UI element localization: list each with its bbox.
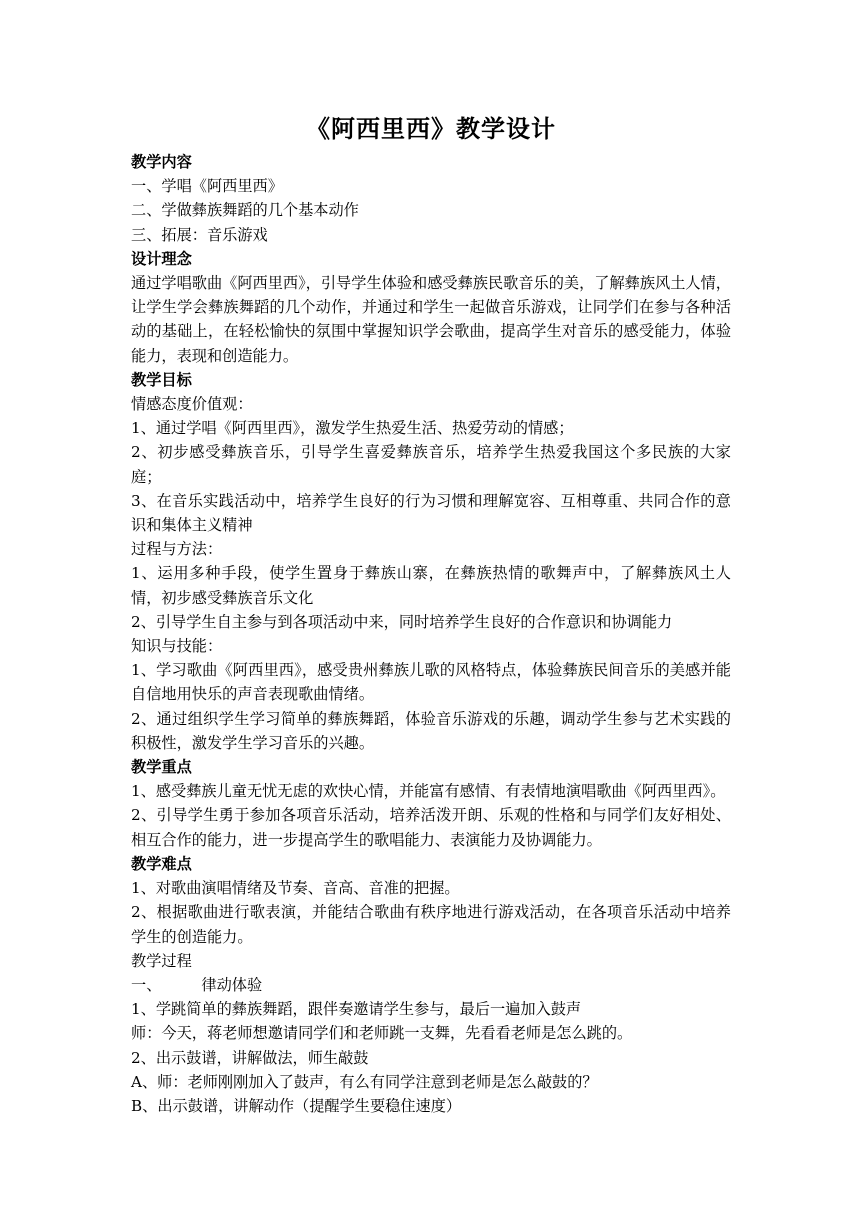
process-item: 2、引导学生自主参与到各项活动中来，同时培养学生良好的合作意识和协调能力 — [131, 612, 673, 631]
section-heading-process: 教学过程 — [131, 951, 192, 970]
knowledge-item: 2、通过组织学生学习简单的彝族舞蹈，体验音乐游戏的乐趣，调动学生参与艺术实践的积极性，激发学生学习音乐的兴趣。 — [131, 709, 731, 752]
key-point-item: 1、感受彝族儿童无忧无虑的欢快心情，并能富有感情、有表情地演唱歌曲《阿西里西》。 — [131, 782, 726, 801]
section-heading-key-points: 教学重点 — [131, 758, 192, 777]
content-item: 二、学做彝族舞蹈的几个基本动作 — [131, 201, 359, 220]
process-line: A、师：老师刚刚加入了鼓声，有么有同学注意到老师是怎么敲鼓的？ — [131, 1072, 598, 1091]
process-line: 2、出示鼓谱，讲解做法，师生敲鼓 — [131, 1048, 369, 1067]
emotion-item: 2、初步感受彝族音乐，引导学生喜爱彝族音乐，培养学生热爱我国这个多民族的大家庭； — [131, 443, 731, 486]
knowledge-item: 1、学习歌曲《阿西里西》，感受贵州彝族儿歌的风格特点，体验彝族民间音乐的美感并能自信地用快乐的声音表现歌曲情绪。 — [131, 661, 731, 704]
content-item: 三、拓展：音乐游戏 — [131, 225, 268, 244]
process-step-title: 律动体验 — [201, 975, 263, 994]
knowledge-label: 知识与技能： — [131, 637, 223, 656]
process-line: 1、学跳简单的彝族舞蹈，跟伴奏邀请学生参与，最后一遍加入鼓声 — [131, 1000, 582, 1019]
process-step-heading — [131, 973, 731, 997]
document-page — [131, 112, 731, 1118]
content-item: 一、学唱《阿西里西》 — [131, 177, 283, 196]
key-point-item: 2、引导学生勇于参加各项音乐活动，培养活泼开朗、乐观的性格和与同学们友好相处、相互合作的能力，进一步提高学生的歌唱能力、表演能力及协调能力。 — [131, 806, 731, 849]
emotion-label: 情感态度价值观： — [131, 395, 253, 414]
emotion-item: 3、在音乐实践活动中，培养学生良好的行为习惯和理解宽容、互相尊重、共同合作的意识和集体主义精神 — [131, 491, 731, 535]
section-heading-difficulties: 教学难点 — [131, 854, 192, 873]
difficulty-item: 1、对歌曲演唱情绪及节奏、音高、音准的把握。 — [131, 879, 460, 898]
section-heading-concept: 设计理念 — [131, 249, 192, 268]
concept-paragraph: 通过学唱歌曲《阿西里西》，引导学生体验和感受彝族民歌音乐的美，了解彝族风土人情，让学生学会彝族舞蹈的几个动作，并通过和学生一起做音乐游戏，让同学们在参与各种活动的基础上，在轻松愉快的氛围中掌握知识学会歌曲，提高学生对音乐的感受能力，体验能力，表现和创造能力。 — [131, 274, 731, 365]
difficulty-item: 2、根据歌曲进行歌表演，并能结合歌曲有秩序地进行游戏活动，在各项音乐活动中培养学生的创造能力。 — [131, 903, 731, 946]
process-step-number: 一、 — [131, 975, 162, 994]
process-label: 过程与方法： — [131, 540, 223, 559]
process-line: B、出示鼓谱，讲解动作（提醒学生要稳住速度） — [131, 1096, 462, 1115]
section-heading-content: 教学内容 — [131, 153, 192, 171]
section-heading-goals: 教学目标 — [131, 370, 192, 389]
emotion-item: 1、通过学唱《阿西里西》，激发学生热爱生活、热爱劳动的情感； — [131, 419, 574, 438]
document-title: 《阿西里西》教学设计 — [306, 114, 556, 143]
process-item: 1、运用多种手段，使学生置身于彝族山寨，在彝族热情的歌舞声中，了解彝族风土人情，初步感受彝族音乐文化 — [131, 564, 731, 607]
process-line: 师：今天，蒋老师想邀请同学们和老师跳一支舞，先看看老师是怎么跳的。 — [131, 1024, 633, 1043]
